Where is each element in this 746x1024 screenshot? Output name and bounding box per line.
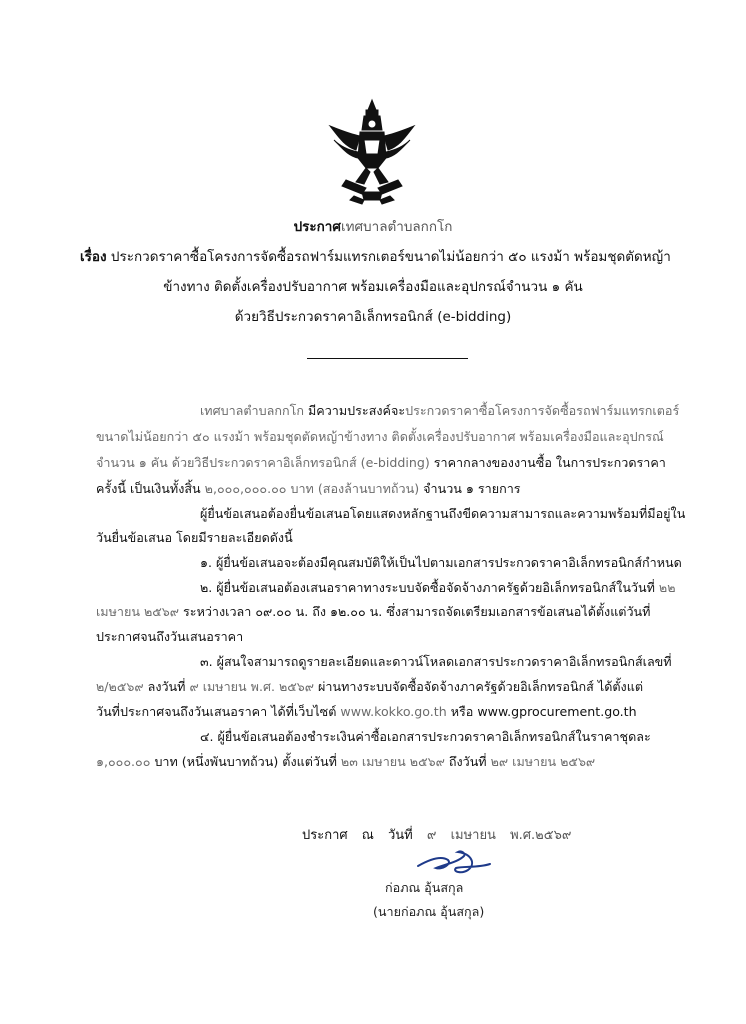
- item-4-line-1: ๔. ผู้ยื่นข้อเสนอต้องชำระเงินค่าซื้อเอกสารประกวดราคาอิเล็กทรอนิกส์ในราคาชุดละ: [200, 729, 651, 744]
- item-3-line-2: [96, 679, 656, 695]
- item-4-text: บาท (หนึ่งพันบาทถ้วน) ตั้งแต่วันที่: [150, 754, 341, 769]
- p1-total-label: ครั้งนี้ เป็นเงินทั้งสิ้น: [96, 481, 205, 496]
- item-2-day: ๒๒: [658, 580, 676, 595]
- paragraph-1-line-1: [200, 403, 680, 419]
- paragraph-1-line-4: [96, 481, 656, 497]
- item-4-start-date: ๒๓ เมษายน ๒๕๖๙: [340, 754, 445, 769]
- p1-quantity-method: จำนวน ๑ คัน ด้วยวิธีประกวดราคาอิเล็กทรอนิกส์ (e-bidding): [96, 455, 430, 470]
- title-divider: [307, 358, 468, 359]
- paragraph-2-line-2: วันยื่นข้อเสนอ โดยมีรายละเอียดดังนี้: [96, 530, 293, 545]
- website-link-kokko[interactable]: www.kokko.go.th: [340, 704, 447, 719]
- announcement-word: ประกาศ: [293, 219, 341, 235]
- item-2-month-year: เมษายน ๒๕๖๙: [96, 604, 180, 619]
- subject-label: เรื่อง: [80, 249, 107, 265]
- p1-item-count: จำนวน ๑ รายการ: [419, 481, 521, 496]
- at-label: ณ: [361, 828, 374, 843]
- announcement-heading: [80, 218, 666, 236]
- date-day: ๙: [426, 828, 437, 843]
- announced-label: ประกาศ: [302, 828, 348, 843]
- p1-project: ประกวดราคาซื้อโครงการจัดซื้อรถฟาร์มแทรกเตอร์: [405, 403, 680, 418]
- item-3-date: ๙ เมษายน พ.ศ. ๒๕๖๙: [189, 679, 315, 694]
- p1-median-price: ราคากลางของงานซื้อ ในการประกวดราคา: [429, 455, 666, 470]
- item-2-text: ๒. ผู้ยื่นข้อเสนอต้องเสนอราคาทางระบบจัดซื้อจัดจ้างภาครัฐด้วยอิเล็กทรอนิกส์ในวันที่: [200, 580, 659, 595]
- item-4-end-date: ๒๙ เมษายน ๒๕๖๙: [490, 754, 596, 769]
- date-label: วันที่: [387, 828, 413, 843]
- item-2-line-2: [96, 604, 656, 620]
- subject-line-2: ข้างทาง ติดตั้งเครื่องปรับอากาศ พร้อมเครื่องมือและอุปกรณ์จำนวน ๑ คัน: [163, 279, 583, 295]
- item-3-website-label: วันที่ประกาศจนถึงวันเสนอราคา ได้ที่เว็บไซต์: [96, 704, 341, 719]
- p1-purpose: มีความประสงค์จะ: [304, 403, 406, 418]
- item-2-time: ระหว่างเวลา ๐๙.๐๐ น. ถึง ๑๒.๐๐ น. ซึ่งสามารถจัดเตรียมเอกสารข้อเสนอได้ตั้งแต่วันที่: [179, 604, 651, 619]
- item-3-doc-number: ๒/๒๕๖๙: [96, 679, 144, 694]
- signer-full-name: (นายก่อภณ อุ้นสกุล): [373, 904, 485, 919]
- p1-organization: เทศบาลตำบลกกโก: [200, 403, 304, 418]
- subject-text-1: ประกวดราคาซื้อโครงการจัดซื้อรถฟาร์มแทรกเตอร์ขนาดไม่น้อยกว่า ๕๐ แรงม้า พร้อมชุดตัดหญ้า: [110, 249, 671, 265]
- subject-line-1: [80, 248, 671, 266]
- item-2-line-3: ประกาศจนถึงวันเสนอราคา: [96, 629, 244, 644]
- item-3-channel: ผ่านทางระบบจัดซื้อจัดจ้างภาครัฐด้วยอิเล็กทรอนิกส์ ได้ตั้งแต่: [314, 679, 643, 694]
- item-4-line-2: [96, 754, 656, 770]
- p1-amount: ๒,๐๐๐,๐๐๐.๐๐ บาท (สองล้านบาทถ้วน): [204, 481, 420, 496]
- item-3-line-3: [96, 704, 656, 720]
- signer-name: ก่อภณ อุ้นสกุล: [385, 880, 464, 895]
- organization-name: เทศบาลตำบลกกโก: [340, 219, 453, 235]
- subject-line-3: ด้วยวิธีประกวดราคาอิเล็กทรอนิกส์ (e-bidding): [234, 309, 512, 325]
- date-era: พ.ศ.๒๕๖๙: [510, 828, 572, 843]
- garuda-emblem-icon: [326, 96, 418, 206]
- item-3-line-1: ๓. ผู้สนใจสามารถดูรายละเอียดและดาวน์โหลดเอกสารประกวดราคาอิเล็กทรอนิกส์เลขที่: [200, 654, 672, 669]
- item-3-dated-label: ลงวันที่: [143, 679, 190, 694]
- paragraph-2-line-1: ผู้ยื่นข้อเสนอต้องยื่นข้อเสนอโดยแสดงหลักฐานถึงขีดความสามารถและความพร้อมที่มีอยู่ใน: [200, 506, 686, 521]
- item-4-to-label: ถึงวันที่: [444, 754, 491, 769]
- item-3-or: หรือ: [446, 704, 478, 719]
- item-1: ๑. ผู้ยื่นข้อเสนอจะต้องมีคุณสมบัติให้เป็นไปตามเอกสารประกวดราคาอิเล็กทรอนิกส์กำหนด: [200, 555, 682, 570]
- item-2-line-1: [200, 580, 746, 596]
- website-link-gprocurement[interactable]: www.gprocurement.go.th: [477, 704, 637, 719]
- paragraph-1-line-2: ขนาดไม่น้อยกว่า ๕๐ แรงม้า พร้อมชุดตัดหญ้าข้างทาง ติดตั้งเครื่องปรับอากาศ พร้อมเครื่องมือและอุปกรณ์: [96, 429, 664, 444]
- date-month: เมษายน: [450, 828, 496, 843]
- handwritten-signature: [412, 836, 494, 882]
- item-4-amount: ๑,๐๐๐.๐๐: [96, 754, 151, 769]
- paragraph-1-line-3: [96, 455, 666, 471]
